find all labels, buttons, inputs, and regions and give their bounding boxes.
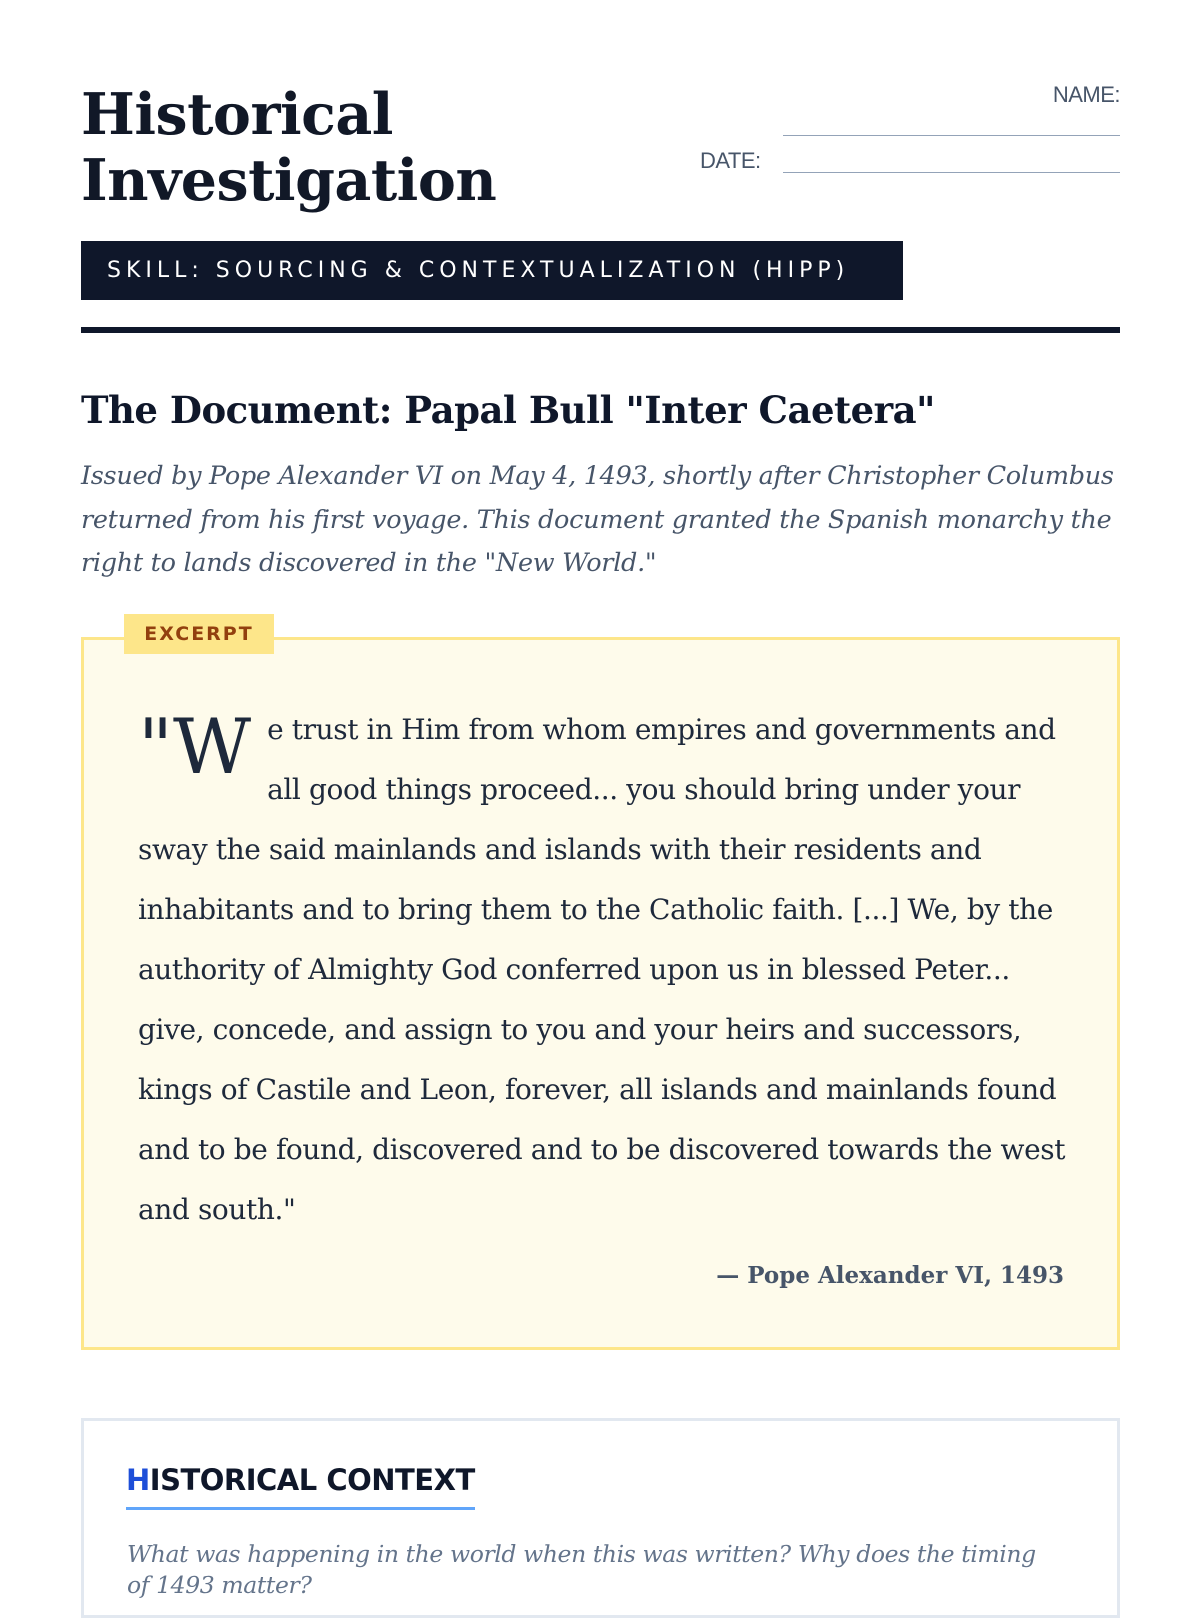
context-heading bbox=[126, 1463, 475, 1510]
skill-banner: SKILL: SOURCING & CONTEXTUALIZATION (HIPP) bbox=[81, 241, 903, 300]
document-description: Issued by Pope Alexander VI on May 4, 1493, shortly after Christopher Columbus returned from his first voyage. This document granted the Spanish monarchy the right to lands discovered in the "New World." bbox=[81, 461, 1114, 578]
page-title bbox=[81, 82, 641, 214]
document-title: The Document: Papal Bull "Inter Caetera" bbox=[81, 388, 935, 432]
date-label: DATE: bbox=[700, 148, 761, 173]
drop-cap: "W bbox=[138, 702, 252, 791]
context-prompt: What was happening in the world when this was written? Why does the timing of 1493 matter? bbox=[127, 1540, 1036, 1599]
quote-attribution: — Pope Alexander VI, 1493 bbox=[716, 1262, 1064, 1289]
title-line-1: Historical bbox=[81, 81, 393, 148]
name-label: NAME: bbox=[1052, 82, 1120, 107]
quote-text: e trust in Him from whom empires and governments and all good things proceed... you should bring under your sway the said mainlands and islands with their residents and inhabitants and to bring them to the Catholic faith. [...] We, by the authority of Almighty God conferred upon us in blessed Peter... give, concede, and assign to you and your heirs and successors, kings of Castile and Leon, forever, all islands and mainlands found and to be found, discovered and to be discovered towards the west and south." bbox=[138, 713, 1066, 1226]
name-field[interactable] bbox=[783, 135, 1120, 136]
excerpt-quote bbox=[138, 700, 1068, 1240]
date-field[interactable] bbox=[783, 172, 1120, 173]
title-line-2: Investigation bbox=[81, 147, 497, 214]
context-heading-initial: H bbox=[126, 1463, 150, 1497]
context-heading-rest: ISTORICAL CONTEXT bbox=[149, 1463, 475, 1497]
worksheet-page bbox=[81, 0, 1120, 1600]
historical-context-card bbox=[81, 1418, 1120, 1618]
name-date-block bbox=[700, 82, 1120, 182]
excerpt-tag: EXCERPT bbox=[124, 614, 274, 654]
header-divider bbox=[81, 327, 1120, 333]
